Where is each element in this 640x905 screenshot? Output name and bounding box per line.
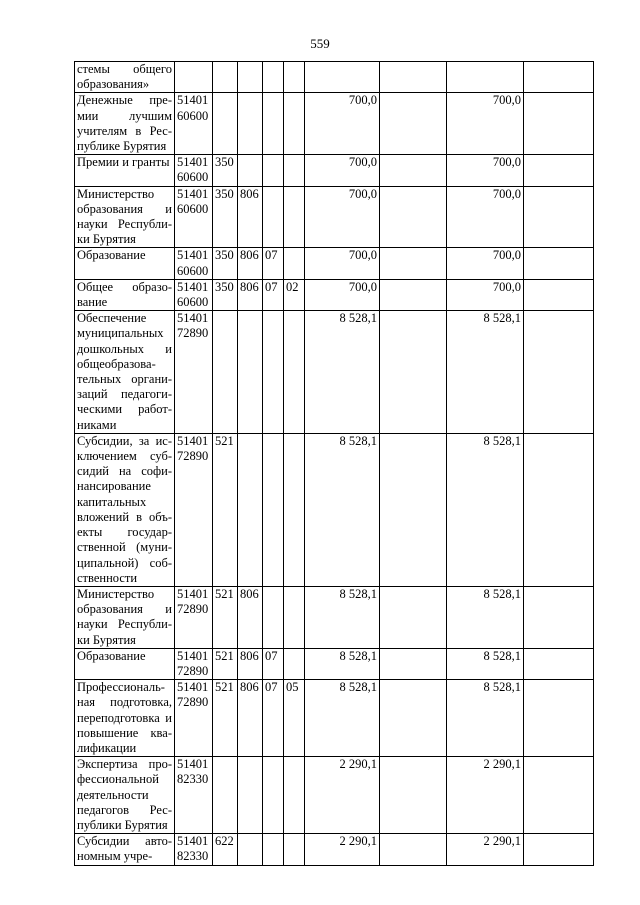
row-amount-3 (447, 62, 524, 93)
row-ministry-code: 806 (238, 186, 263, 248)
row-name-line: сидий на софи- (77, 464, 172, 479)
row-amount-1: 8 528,1 (305, 433, 380, 586)
row-expense-type (213, 93, 238, 155)
target-article-part: 60600 (177, 108, 209, 123)
page-number: 559 (310, 36, 330, 51)
target-article-part: 60600 (177, 263, 209, 278)
row-name-line: публики Бурятия (77, 817, 168, 832)
row-amount-4 (524, 93, 594, 155)
row-amount-3: 700,0 (447, 279, 524, 310)
row-name-line: нансирование (77, 479, 151, 494)
row-name-line: лификации (77, 740, 137, 755)
row-target-article (175, 248, 213, 279)
row-name (75, 93, 175, 155)
row-name-line: Министерство (77, 586, 155, 601)
row-amount-3: 8 528,1 (447, 586, 524, 648)
row-amount-2 (380, 757, 447, 834)
row-section: 07 (263, 680, 284, 757)
target-article-part: 72890 (177, 449, 209, 464)
row-expense-type: 622 (213, 834, 238, 865)
row-subsection (284, 757, 305, 834)
row-amount-2 (380, 62, 447, 93)
row-name-line: Субсидии, за ис- (77, 433, 172, 448)
row-amount-2 (380, 648, 447, 679)
row-name-line: образования и (77, 602, 172, 617)
row-ministry-code (238, 433, 263, 586)
row-section (263, 433, 284, 586)
target-article-part: 51401 (177, 680, 209, 695)
row-expense-type: 350 (213, 155, 238, 186)
row-subsection (284, 834, 305, 865)
row-amount-4 (524, 680, 594, 757)
row-name-line: ная подготовка, (77, 695, 172, 710)
row-expense-type (213, 757, 238, 834)
row-name-line: ключением суб- (77, 449, 172, 464)
row-name-line: Экспертиза про- (77, 757, 172, 772)
row-name-line: мии лучшим (77, 108, 172, 123)
row-name (75, 834, 175, 865)
row-subsection (284, 186, 305, 248)
row-amount-2 (380, 311, 447, 434)
row-ministry-code: 806 (238, 680, 263, 757)
row-subsection (284, 648, 305, 679)
row-section: 07 (263, 279, 284, 310)
row-section (263, 586, 284, 648)
row-target-article (175, 279, 213, 310)
row-name-line: ственности (77, 570, 138, 585)
row-amount-1: 700,0 (305, 279, 380, 310)
row-target-article (175, 155, 213, 186)
table-row (75, 586, 594, 648)
row-name-line: екты государ- (77, 525, 172, 540)
target-article-part: 82330 (177, 772, 209, 787)
row-amount-4 (524, 155, 594, 186)
row-amount-4 (524, 62, 594, 93)
row-amount-1: 8 528,1 (305, 586, 380, 648)
table-row (75, 433, 594, 586)
row-amount-1: 700,0 (305, 248, 380, 279)
target-article-part: 51401 (177, 311, 209, 326)
row-expense-type (213, 311, 238, 434)
row-name-line: учителям в Рес- (77, 123, 172, 138)
row-section (263, 311, 284, 434)
row-name-line: фессиональной (77, 772, 159, 787)
row-amount-3: 8 528,1 (447, 311, 524, 434)
row-name-line: образования и (77, 201, 172, 216)
table-row (75, 248, 594, 279)
row-name-line: никами (77, 417, 117, 432)
table-row (75, 279, 594, 310)
row-name-line: Денежные пре- (77, 93, 172, 108)
row-amount-1: 2 290,1 (305, 834, 380, 865)
row-name (75, 433, 175, 586)
target-article-part: 51401 (177, 186, 209, 201)
target-article-part: 51401 (177, 433, 209, 448)
row-name (75, 248, 175, 279)
row-subsection: 05 (284, 680, 305, 757)
row-ministry-code: 806 (238, 279, 263, 310)
row-amount-2 (380, 155, 447, 186)
row-amount-4 (524, 248, 594, 279)
target-article-part: 60600 (177, 170, 209, 185)
row-name (75, 186, 175, 248)
row-expense-type: 521 (213, 433, 238, 586)
table-row (75, 648, 594, 679)
row-name-line: повышение ква- (77, 725, 172, 740)
row-target-article (175, 93, 213, 155)
row-amount-4 (524, 648, 594, 679)
row-name-line: Обеспечение (77, 311, 147, 326)
row-name-line: Министерство (77, 186, 155, 201)
row-amount-1 (305, 62, 380, 93)
row-target-article (175, 586, 213, 648)
row-subsection (284, 586, 305, 648)
row-target-article (175, 757, 213, 834)
row-ministry-code: 806 (238, 648, 263, 679)
row-amount-2 (380, 93, 447, 155)
row-name-line: стемы общего (77, 62, 172, 76)
row-name (75, 680, 175, 757)
row-name (75, 311, 175, 434)
row-section (263, 757, 284, 834)
row-target-article (175, 311, 213, 434)
row-section (263, 62, 284, 93)
target-article-part: 82330 (177, 849, 209, 864)
row-name-line: науки Республи- (77, 617, 172, 632)
row-subsection (284, 248, 305, 279)
row-name-line: тельных органи- (77, 372, 172, 387)
target-article-part: 51401 (177, 155, 209, 170)
row-name-line: вложений в объ- (77, 509, 172, 524)
target-article-part: 51401 (177, 834, 209, 849)
table-row (75, 186, 594, 248)
row-amount-2 (380, 248, 447, 279)
table-row (75, 62, 594, 93)
row-name-line: ки Бурятия (77, 632, 136, 647)
row-amount-3: 2 290,1 (447, 834, 524, 865)
row-amount-3: 2 290,1 (447, 757, 524, 834)
row-amount-3: 700,0 (447, 155, 524, 186)
row-name-line: ки Бурятия (77, 232, 136, 247)
row-name-line: образования» (77, 77, 150, 92)
row-name-line: Образование (77, 248, 146, 263)
row-target-article (175, 186, 213, 248)
row-name-line: общеобразова- (77, 356, 156, 371)
row-name-line: капитальных (77, 494, 147, 509)
row-name-line: Премии и гранты (77, 155, 170, 170)
row-section: 07 (263, 248, 284, 279)
row-name-line: дошкольных и (77, 341, 172, 356)
row-amount-3: 700,0 (447, 93, 524, 155)
row-amount-1: 2 290,1 (305, 757, 380, 834)
target-article-part: 51401 (177, 648, 209, 663)
row-name-line: Образование (77, 648, 146, 663)
row-name-line: педагогов Рес- (77, 802, 172, 817)
row-amount-4 (524, 186, 594, 248)
row-name-line: деятельности (77, 787, 149, 802)
row-amount-2 (380, 186, 447, 248)
row-subsection (284, 433, 305, 586)
row-amount-4 (524, 433, 594, 586)
row-section (263, 186, 284, 248)
row-expense-type: 350 (213, 186, 238, 248)
row-amount-4 (524, 311, 594, 434)
row-subsection (284, 62, 305, 93)
row-expense-type (213, 62, 238, 93)
row-amount-4 (524, 279, 594, 310)
target-article-part: 51401 (177, 93, 209, 108)
row-amount-2 (380, 433, 447, 586)
row-name (75, 155, 175, 186)
row-name-line: Субсидии авто- (77, 834, 172, 849)
row-name-line: ческими работ- (77, 402, 172, 417)
table-row (75, 834, 594, 865)
row-amount-3: 8 528,1 (447, 648, 524, 679)
table-row (75, 93, 594, 155)
row-name-line: ципальной) соб- (77, 555, 172, 570)
row-ministry-code (238, 155, 263, 186)
row-name (75, 757, 175, 834)
row-name-line: публике Бурятия (77, 139, 167, 154)
row-name (75, 586, 175, 648)
row-amount-2 (380, 680, 447, 757)
target-article-part: 51401 (177, 586, 209, 601)
target-article-part: 72890 (177, 326, 209, 341)
table-row (75, 757, 594, 834)
target-article-part: 60600 (177, 201, 209, 216)
row-ministry-code (238, 834, 263, 865)
target-article-part: 51401 (177, 248, 209, 263)
table-row (75, 311, 594, 434)
row-target-article (175, 648, 213, 679)
row-name-line: науки Республи- (77, 217, 172, 232)
row-expense-type: 521 (213, 680, 238, 757)
row-name-line: Общее образо- (77, 279, 172, 294)
target-article-part: 72890 (177, 695, 209, 710)
table-row (75, 680, 594, 757)
row-section: 07 (263, 648, 284, 679)
row-amount-4 (524, 586, 594, 648)
row-section (263, 155, 284, 186)
row-amount-2 (380, 279, 447, 310)
row-name (75, 62, 175, 93)
row-target-article (175, 680, 213, 757)
target-article-part: 72890 (177, 663, 209, 678)
row-name-line: заций педагоги- (77, 387, 172, 402)
row-name-line: муниципальных (77, 326, 164, 341)
row-amount-1: 8 528,1 (305, 680, 380, 757)
target-article-part: 60600 (177, 295, 209, 310)
row-amount-2 (380, 586, 447, 648)
row-ministry-code (238, 311, 263, 434)
target-article-part: 72890 (177, 602, 209, 617)
row-name-line: номным учре- (77, 849, 153, 864)
row-amount-2 (380, 834, 447, 865)
row-amount-1: 700,0 (305, 186, 380, 248)
row-section (263, 834, 284, 865)
target-article-part: 51401 (177, 757, 209, 772)
row-expense-type: 350 (213, 279, 238, 310)
row-ministry-code: 806 (238, 586, 263, 648)
row-target-article (175, 834, 213, 865)
table-body (75, 62, 594, 866)
row-expense-type: 521 (213, 648, 238, 679)
row-amount-3: 700,0 (447, 248, 524, 279)
row-section (263, 93, 284, 155)
row-amount-1: 8 528,1 (305, 648, 380, 679)
row-expense-type: 350 (213, 248, 238, 279)
row-ministry-code (238, 93, 263, 155)
row-ministry-code: 806 (238, 248, 263, 279)
row-amount-1: 700,0 (305, 93, 380, 155)
row-name-line: переподготовка и (77, 710, 172, 725)
row-amount-4 (524, 834, 594, 865)
row-subsection (284, 93, 305, 155)
row-name-line: ственной (муни- (77, 540, 172, 555)
row-target-article (175, 62, 213, 93)
row-amount-3: 8 528,1 (447, 680, 524, 757)
target-article-part: 51401 (177, 279, 209, 294)
row-subsection: 02 (284, 279, 305, 310)
budget-table (74, 61, 594, 866)
row-amount-4 (524, 757, 594, 834)
row-subsection (284, 155, 305, 186)
row-expense-type: 521 (213, 586, 238, 648)
row-subsection (284, 311, 305, 434)
row-amount-3: 8 528,1 (447, 433, 524, 586)
row-name-line: Профессиональ- (77, 680, 165, 695)
row-amount-1: 700,0 (305, 155, 380, 186)
row-amount-1: 8 528,1 (305, 311, 380, 434)
row-name (75, 648, 175, 679)
row-name-line: вание (77, 295, 108, 310)
row-ministry-code (238, 62, 263, 93)
row-name (75, 279, 175, 310)
row-target-article (175, 433, 213, 586)
table-row (75, 155, 594, 186)
row-ministry-code (238, 757, 263, 834)
row-amount-3: 700,0 (447, 186, 524, 248)
